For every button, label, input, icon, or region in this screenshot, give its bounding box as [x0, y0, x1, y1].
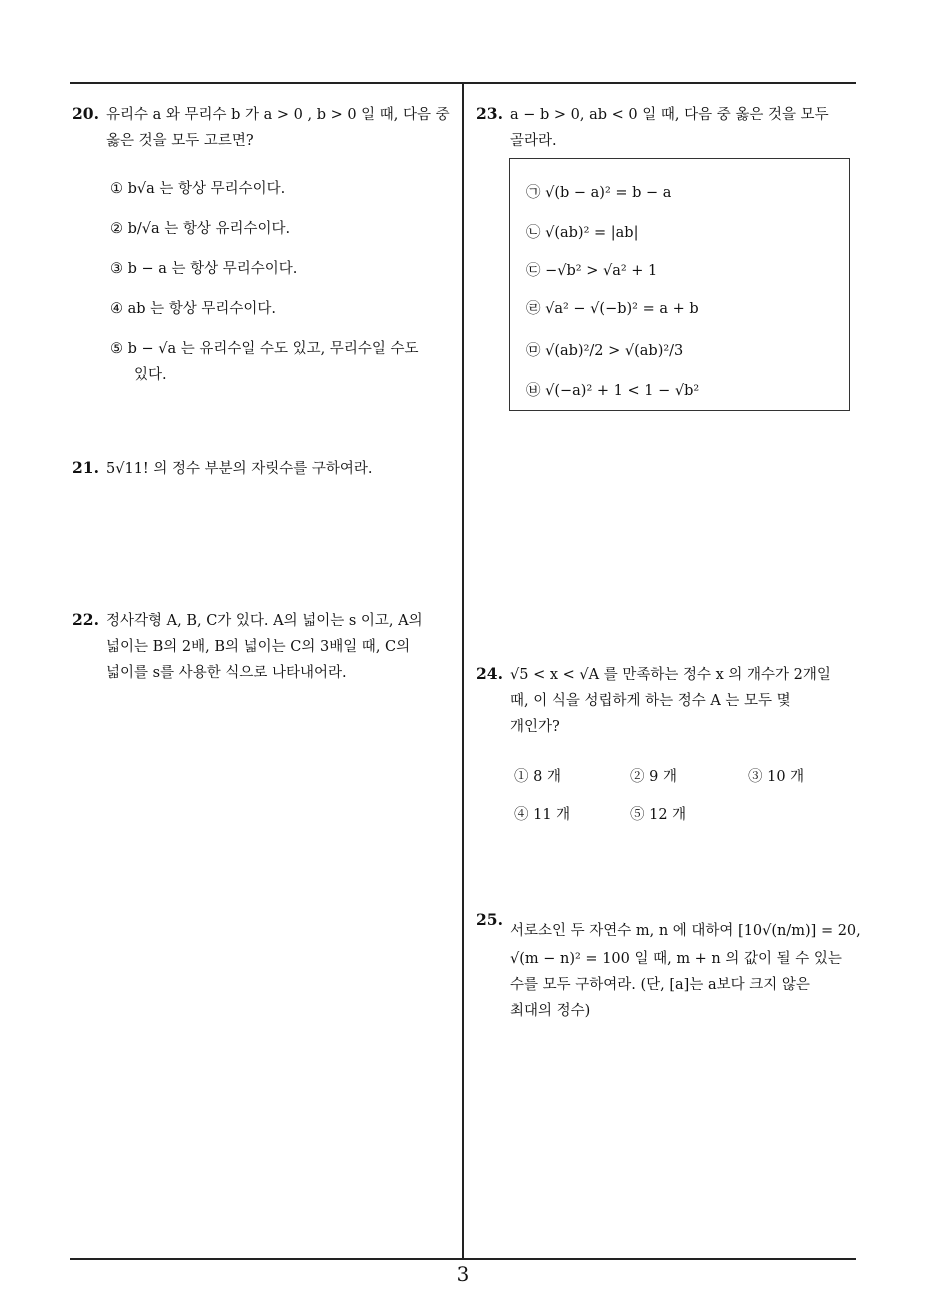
- option-5: ⑤ b − √a 는 유리수일 수도 있고, 무리수일 수도: [110, 341, 419, 357]
- column-divider: [462, 82, 464, 1260]
- option-2: ② 9 개: [630, 769, 677, 785]
- option-2: ② b/√a 는 항상 유리수이다.: [110, 221, 291, 237]
- question-stem: 정사각형 A, B, C가 있다. A의 넓이는 s 이고, A의: [106, 613, 423, 629]
- statement-2: ㉡ √(ab)² = |ab|: [526, 225, 639, 241]
- question-stem: 개인가?: [510, 719, 560, 735]
- option-1: ① 8 개: [514, 769, 561, 785]
- option-5: ⑤ 12 개: [630, 807, 687, 823]
- question-stem: √(m − n)² = 100 일 때, m + n 의 값이 될 수 있는: [510, 951, 842, 967]
- question-stem: 5√11! 의 정수 부분의 자릿수를 구하여라.: [106, 461, 373, 477]
- question-stem: 유리수 a 와 무리수 b 가 a > 0 , b > 0 일 때, 다음 중: [106, 107, 450, 123]
- option-4: ④ ab 는 항상 무리수이다.: [110, 301, 277, 317]
- statement-1: ㉠ √(b − a)² = b − a: [526, 185, 672, 201]
- question-stem: 서로소인 두 자연수 m, n 에 대하여 [10√(n/m)] = 20,: [510, 923, 861, 939]
- statement-6: ㉥ √(−a)² + 1 < 1 − √b²: [526, 383, 700, 399]
- question-stem: 때, 이 식을 성립하게 하는 정수 A 는 모두 몇: [510, 693, 791, 709]
- question-stem: 넓이를 s를 사용한 식으로 나타내어라.: [106, 665, 347, 681]
- option-5-cont: 있다.: [134, 367, 167, 383]
- question-stem: 옳은 것을 모두 고르면?: [106, 133, 254, 149]
- question-number: 22.: [72, 610, 99, 629]
- option-4: ④ 11 개: [514, 807, 571, 823]
- option-1: ① b√a 는 항상 무리수이다.: [110, 181, 286, 197]
- statement-3: ㉢ −√b² > √a² + 1: [526, 263, 658, 279]
- question-stem: 최대의 정수): [510, 1003, 591, 1019]
- page-number: 3: [456, 1262, 470, 1286]
- question-stem: 수를 모두 구하여라. (단, [a]는 a보다 크지 않은: [510, 977, 810, 993]
- question-number: 20.: [72, 104, 99, 123]
- question-number: 21.: [72, 458, 99, 477]
- bottom-rule: [70, 1258, 856, 1260]
- question-stem: 넓이는 B의 2배, B의 넓이는 C의 3배일 때, C의: [106, 639, 411, 655]
- question-number: 24.: [476, 664, 503, 683]
- question-stem: a − b > 0, ab < 0 일 때, 다음 중 옳은 것을 모두: [510, 107, 829, 123]
- question-number: 23.: [476, 104, 503, 123]
- question-stem: 골라라.: [510, 133, 557, 149]
- question-number: 25.: [476, 910, 503, 929]
- statement-5: ㉤ √(ab)²/2 > √(ab)²/3: [526, 343, 684, 359]
- statement-4: ㉣ √a² − √(−b)² = a + b: [526, 301, 699, 317]
- option-3: ③ b − a 는 항상 무리수이다.: [110, 261, 298, 277]
- option-3: ③ 10 개: [748, 769, 805, 785]
- question-stem: √5 < x < √A 를 만족하는 정수 x 의 개수가 2개일: [510, 667, 831, 683]
